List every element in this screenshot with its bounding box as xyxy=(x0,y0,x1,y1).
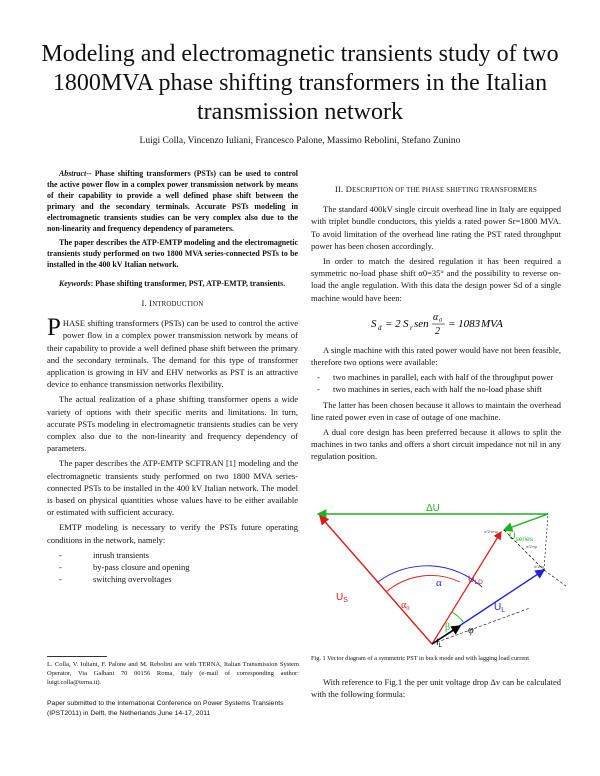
abstract-paragraph-2: The paper describes the ATP-EMTP modeling and the electromagnetic transients study performed on two 1800 MVA series-connected PSTs to be installed in the 400 kV Italian network. xyxy=(47,238,298,269)
desc-paragraph-5: A dual core design has been preferred because it allows to split the machines in two tanks and offers a short circuit impedance not nil in any regulation position. xyxy=(311,427,561,462)
svg-text:2: 2 xyxy=(435,325,440,336)
uld-label: $U_{LD}$ xyxy=(468,574,483,586)
options-bullet-list xyxy=(311,371,561,395)
angle-annotation: π/2+φ xyxy=(526,544,537,549)
intro-paragraph-4: EMTP modeling is necessary to verify the PSTs future operating conditions in the network, namely: xyxy=(47,522,298,545)
list-item: - two machines in series, each with half the no-load phase shift xyxy=(317,384,542,395)
svg-text:= 1083: = 1083 xyxy=(448,317,481,330)
intro-paragraph-1: PHASE shifting transformers (PSTs) can be used to control the active power flow in a complex power transmission network by means of their capability to provide a well defined phase shift between the primary and the secondary terminals. The demand for this type of transformer application is growing in HV and EHV networks as PST is an attractive device to enhance transmission networks flexibility. xyxy=(47,314,298,390)
ul-label: $U_L$ xyxy=(494,602,506,614)
beta-label: β xyxy=(445,622,451,633)
list-item: - switching overvoltages xyxy=(59,574,172,585)
list-item: - by-pass closure and opening xyxy=(59,562,190,573)
desc-paragraph-1: The standard 400kV single circuit overhead line in Italy are equipped with triplet bundle conductors, this yields a rated power Sr=1800 MVA. To avoid limitation of the overhead line rating the PST rated throughput power has been chosen accordingly. xyxy=(311,204,561,251)
intro-bullet-list xyxy=(47,549,298,586)
desc-paragraph-3: A single machine with this rated power would have not been feasible, therefore two options were available: xyxy=(311,344,561,368)
conference-note: Paper submitted to the International Conference on Power Systems Transients (IPST2011) in Delft, the Netherlands June 14-17, 2011 xyxy=(47,700,284,717)
list-item: - inrush transients xyxy=(59,549,149,560)
footnote: L. Colla, V. Iuliani, F. Palone and M. Rebolini are with TERNA, Italian Transmission System Operator, Via Galbani 70 00156 Roma, Italy (e-mail of corresponding author: luigi.colla@terna.it). xyxy=(47,661,299,686)
abstract-paragraph xyxy=(47,168,298,234)
phi-label: φ xyxy=(468,625,474,636)
svg-text:sen: sen xyxy=(414,317,429,330)
alpha0-arc xyxy=(386,576,460,592)
construction-line xyxy=(544,514,548,570)
il-label: $I_L$ xyxy=(436,637,443,648)
svg-text:= 2: = 2 xyxy=(385,317,401,330)
us-label: $U_S$ xyxy=(336,592,348,604)
keywords xyxy=(47,278,298,289)
svg-text:α: α xyxy=(433,311,439,323)
intro-paragraph-3: The paper describes the ATP-EMTP SCFTRAN [1] modeling and the electromagnetic transients study performed on two 1800 MVA series-connected PSTs to be installed in the 400 kV Italian network. The model is based on physical quantities whose values have to be either available or estimated with sufficient accuracy. xyxy=(47,458,298,518)
beta-arc xyxy=(452,612,464,623)
svg-text:r: r xyxy=(410,323,413,332)
footnote-divider xyxy=(47,656,107,657)
angle-annotation: π/2-α-φ xyxy=(484,529,498,534)
alpha0-label: $\alpha_0$ xyxy=(401,600,410,612)
svg-text:MVA: MVA xyxy=(481,317,503,330)
figure-caption: Fig. 1 Vector diagram of a symmetric PST in buck mode and with lagging load current xyxy=(311,655,530,662)
desc-paragraph-4: The latter has been chosen because it allows to maintain the overhead line rated power even in case of outage of one machine. xyxy=(311,399,561,422)
author-list: Luigi Colla, Vincenzo Iuliani, Francesco Palone, Massimo Rebolini, Stefano Zunino xyxy=(139,136,461,146)
keywords-text: : Phase shifting transformer, PST, ATP-EMTP, transients. xyxy=(90,279,286,288)
vector-diagram xyxy=(308,502,568,648)
desc-paragraph-2: In order to match the desired regulation it has been required a symmetric no-load phase shift α0=35° and the possibility to reverse on-load the angle regulation. With this data the design power Sd of a single machine would have been: xyxy=(311,256,561,303)
left-column xyxy=(47,168,298,588)
us-vector xyxy=(320,516,432,644)
list-item: - two machines in parallel, each with half of the throughput power xyxy=(317,372,554,383)
drop-cap: P xyxy=(47,314,61,342)
section-heading-description: II. DESCRIPTION OF THE PHASE SHIFTING TRANSFORMERS xyxy=(335,184,537,194)
section-heading-introduction: I. INTRODUCTION xyxy=(141,298,204,308)
right-column xyxy=(311,183,561,466)
svg-text:d: d xyxy=(378,323,382,332)
formula-svg xyxy=(311,310,561,336)
uld-vector xyxy=(432,532,501,644)
abstract-label: Abstract xyxy=(59,169,87,178)
intro-paragraph-2: The actual realization of a phase shifting transformer opens a wide variety of options with their specific merits and limitations. In turn, accurate PSTs modeling in electromagnetic transients studies can be very complex also due to the non-linearity and frequency dependency of parameters. xyxy=(47,394,298,454)
construction-line xyxy=(544,570,566,586)
alpha-label: α xyxy=(436,577,442,589)
paper-title: Modeling and electromagnetic transients study of two 1800MVA phase shifting transformers in the Italian transmission network xyxy=(41,41,559,125)
delta-u-label: ΔU xyxy=(426,503,440,514)
vector-diagram-figure xyxy=(308,502,568,648)
abstract-text: -- Phase shifting transformers (PSTs) can be used to control the active power flow in a complex power transmission network by means of their capability to provide a well defined phase shift between the primary and the secondary terminals. Accurate PSTs modeling in electromagnetic transients studies can be very complex also due to the non-linearity and frequency dependency of parameters. xyxy=(47,169,298,233)
useries-label: $U_{series}$ xyxy=(509,531,533,543)
design-power-formula xyxy=(311,310,561,336)
alpha-arc xyxy=(378,566,482,587)
angle-annotation: π/2-φ xyxy=(534,564,544,569)
after-figure-paragraph: With reference to Fig.1 the per unit voltage drop Δv can be calculated with the following formula: xyxy=(311,677,561,700)
svg-text:0: 0 xyxy=(439,317,442,324)
svg-text:S: S xyxy=(403,317,409,330)
keywords-label: Keywords xyxy=(59,279,91,288)
useries-vector xyxy=(504,514,548,530)
svg-text:S: S xyxy=(371,317,377,330)
